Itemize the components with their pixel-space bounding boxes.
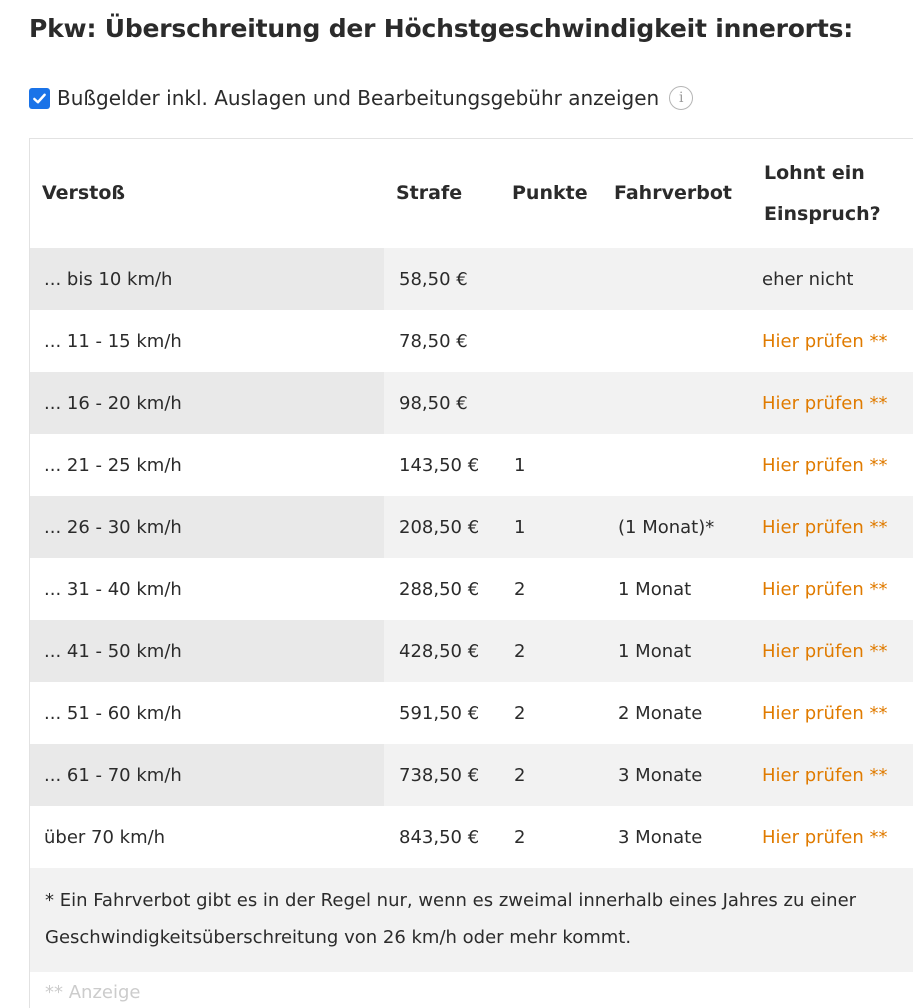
cell-lohnt bbox=[748, 310, 913, 372]
cell-punkte-text: 1 bbox=[514, 516, 526, 538]
cell-verstoss bbox=[30, 310, 384, 372]
cell-verstoss bbox=[30, 496, 384, 558]
header-lohnt-line1: Lohnt ein bbox=[764, 161, 865, 184]
cell-lohnt bbox=[748, 558, 913, 620]
cell-verstoss-text: ... bis 10 km/h bbox=[44, 268, 173, 290]
cell-fahrverbot-text: 1 Monat bbox=[618, 640, 692, 662]
cell-strafe-text: 78,50 € bbox=[399, 330, 468, 352]
cell-lohnt bbox=[748, 620, 913, 682]
fines-table-container bbox=[29, 138, 913, 1008]
cell-strafe bbox=[384, 434, 500, 496]
cell-punkte bbox=[500, 372, 602, 434]
cell-strafe-text: 843,50 € bbox=[399, 826, 480, 848]
table-row bbox=[30, 558, 913, 620]
cell-punkte-text: 2 bbox=[514, 578, 526, 600]
cell-verstoss bbox=[30, 558, 384, 620]
table-row bbox=[30, 434, 913, 496]
cell-strafe-text: 288,50 € bbox=[399, 578, 480, 600]
cell-fahrverbot bbox=[602, 620, 748, 682]
cell-punkte-text: 2 bbox=[514, 826, 526, 848]
cell-punkte bbox=[500, 310, 602, 372]
cell-strafe-text: 58,50 € bbox=[399, 268, 468, 290]
cell-strafe bbox=[384, 310, 500, 372]
cell-fahrverbot bbox=[602, 434, 748, 496]
header-fahrverbot: Fahrverbot bbox=[614, 182, 732, 204]
checkmark-icon bbox=[32, 91, 47, 106]
cell-strafe bbox=[384, 620, 500, 682]
cell-lohnt bbox=[748, 496, 913, 558]
check-link[interactable]: Hier prüfen ** bbox=[762, 764, 888, 786]
header-punkte: Punkte bbox=[512, 182, 588, 204]
table-row bbox=[30, 372, 913, 434]
cell-fahrverbot bbox=[602, 682, 748, 744]
cell-fahrverbot-text: 1 Monat bbox=[618, 578, 692, 600]
cell-verstoss bbox=[30, 682, 384, 744]
cell-fahrverbot bbox=[602, 496, 748, 558]
cell-verstoss-text: ... 11 - 15 km/h bbox=[44, 330, 182, 352]
cell-lohnt bbox=[748, 744, 913, 806]
table-row bbox=[30, 496, 913, 558]
info-icon[interactable]: i bbox=[669, 86, 693, 110]
cell-punkte-text: 2 bbox=[514, 764, 526, 786]
cell-strafe-text: 143,50 € bbox=[399, 454, 480, 476]
cell-strafe-text: 591,50 € bbox=[399, 702, 480, 724]
cell-verstoss-text: ... 51 - 60 km/h bbox=[44, 702, 182, 724]
cell-verstoss bbox=[30, 620, 384, 682]
cell-punkte-text: 1 bbox=[514, 454, 526, 476]
table-row bbox=[30, 248, 913, 310]
cell-verstoss bbox=[30, 372, 384, 434]
cell-punkte bbox=[500, 496, 602, 558]
cell-strafe-text: 98,50 € bbox=[399, 392, 468, 414]
cell-verstoss-text: ... 16 - 20 km/h bbox=[44, 392, 182, 414]
table-row bbox=[30, 310, 913, 372]
table-body bbox=[30, 248, 913, 868]
cell-fahrverbot-text: 3 Monate bbox=[618, 826, 703, 848]
cell-punkte bbox=[500, 558, 602, 620]
cell-lohnt bbox=[748, 434, 913, 496]
header-strafe: Strafe bbox=[396, 182, 463, 204]
cell-verstoss bbox=[30, 806, 384, 868]
header-lohnt bbox=[748, 139, 913, 248]
cell-punkte bbox=[500, 248, 602, 310]
cell-strafe bbox=[384, 806, 500, 868]
check-link[interactable]: Hier prüfen ** bbox=[762, 330, 888, 352]
cell-lohnt bbox=[748, 248, 913, 310]
cell-strafe bbox=[384, 372, 500, 434]
table-header-row bbox=[30, 139, 913, 248]
table-row bbox=[30, 682, 913, 744]
check-link[interactable]: Hier prüfen ** bbox=[762, 392, 888, 414]
cell-verstoss-text: ... 61 - 70 km/h bbox=[44, 764, 182, 786]
cell-strafe-text: 738,50 € bbox=[399, 764, 480, 786]
footnote-anzeige: ** Anzeige bbox=[45, 982, 141, 1003]
cell-fahrverbot-text: 2 Monate bbox=[618, 702, 703, 724]
cell-lohnt bbox=[748, 372, 913, 434]
cell-lohnt bbox=[748, 806, 913, 868]
cell-fahrverbot bbox=[602, 744, 748, 806]
cell-lohnt bbox=[748, 682, 913, 744]
cell-fahrverbot bbox=[602, 310, 748, 372]
cell-verstoss-text: ... 26 - 30 km/h bbox=[44, 516, 182, 538]
cell-fahrverbot bbox=[602, 806, 748, 868]
check-link[interactable]: Hier prüfen ** bbox=[762, 516, 888, 538]
fee-toggle-row bbox=[29, 86, 693, 110]
fees-checkbox[interactable] bbox=[29, 88, 50, 109]
table-row bbox=[30, 620, 913, 682]
fines-table bbox=[30, 139, 913, 868]
table-row bbox=[30, 806, 913, 868]
check-link[interactable]: Hier prüfen ** bbox=[762, 640, 888, 662]
cell-fahrverbot bbox=[602, 372, 748, 434]
cell-punkte bbox=[500, 434, 602, 496]
cell-punkte-text: 2 bbox=[514, 702, 526, 724]
cell-strafe-text: 428,50 € bbox=[399, 640, 480, 662]
header-lohnt-line2: Einspruch? bbox=[764, 202, 881, 225]
cell-strafe bbox=[384, 682, 500, 744]
cell-verstoss-text: über 70 km/h bbox=[44, 826, 166, 848]
check-link[interactable]: Hier prüfen ** bbox=[762, 826, 888, 848]
cell-fahrverbot bbox=[602, 558, 748, 620]
cell-verstoss bbox=[30, 248, 384, 310]
cell-verstoss-text: ... 41 - 50 km/h bbox=[44, 640, 182, 662]
footnote-fahrverbot: * Ein Fahrverbot gibt es in der Regel nur, wenn es zweimal innerhalb eines Jahres zu einer Geschwindigkeitsüberschreitung von 26 km/h oder mehr kommt. bbox=[30, 868, 913, 972]
fees-checkbox-label[interactable]: Bußgelder inkl. Auslagen und Bearbeitungsgebühr anzeigen bbox=[57, 86, 660, 110]
cell-punkte bbox=[500, 620, 602, 682]
cell-lohnt-text: eher nicht bbox=[762, 268, 854, 290]
cell-verstoss bbox=[30, 434, 384, 496]
cell-verstoss-text: ... 21 - 25 km/h bbox=[44, 454, 182, 476]
cell-verstoss bbox=[30, 744, 384, 806]
cell-fahrverbot-text: (1 Monat)* bbox=[618, 516, 715, 538]
header-verstoss: Verstoß bbox=[42, 182, 126, 204]
cell-strafe bbox=[384, 496, 500, 558]
cell-punkte bbox=[500, 682, 602, 744]
cell-punkte bbox=[500, 806, 602, 868]
cell-strafe bbox=[384, 248, 500, 310]
check-link[interactable]: Hier prüfen ** bbox=[762, 702, 888, 724]
table-row bbox=[30, 744, 913, 806]
cell-punkte-text: 2 bbox=[514, 640, 526, 662]
cell-fahrverbot bbox=[602, 248, 748, 310]
cell-fahrverbot-text: 3 Monate bbox=[618, 764, 703, 786]
cell-strafe-text: 208,50 € bbox=[399, 516, 480, 538]
cell-strafe bbox=[384, 744, 500, 806]
page-title: Pkw: Überschreitung der Höchstgeschwindigkeit innerorts: bbox=[29, 14, 854, 43]
check-link[interactable]: Hier prüfen ** bbox=[762, 454, 888, 476]
cell-punkte bbox=[500, 744, 602, 806]
cell-verstoss-text: ... 31 - 40 km/h bbox=[44, 578, 182, 600]
check-link[interactable]: Hier prüfen ** bbox=[762, 578, 888, 600]
cell-strafe bbox=[384, 558, 500, 620]
